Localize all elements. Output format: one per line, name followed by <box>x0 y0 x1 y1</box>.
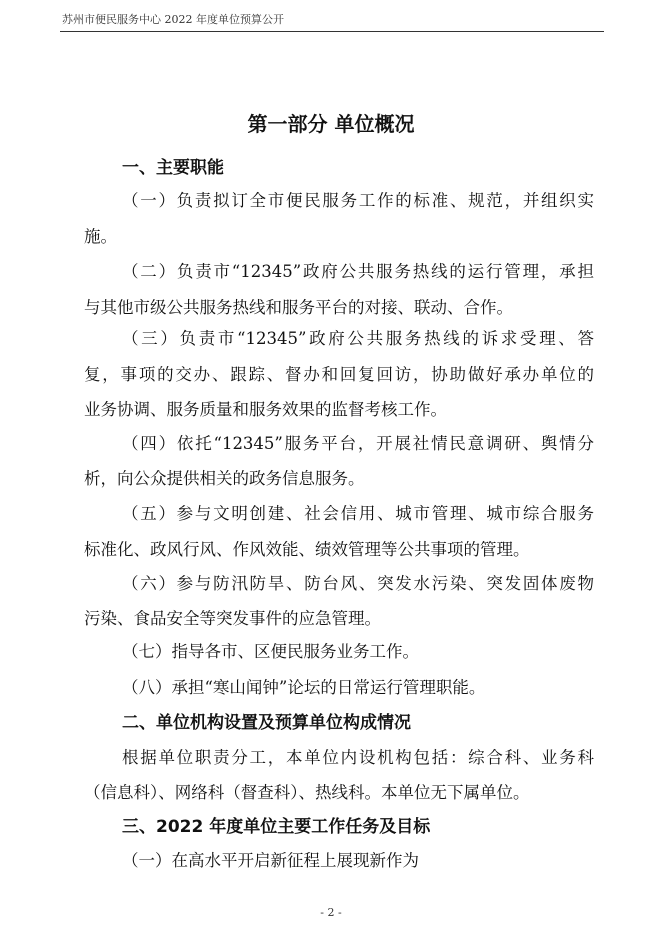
paragraph-line: （信息科）、网络科（督查科）、热线科。本单位无下属单位。 <box>84 783 530 802</box>
page-header: 苏州市便民服务中心 2022 年度单位预算公开 <box>62 13 284 26</box>
paragraph-line: 施。 <box>84 227 117 246</box>
page-title: 第一部分 单位概况 <box>247 112 415 136</box>
header-divider <box>60 31 604 32</box>
paragraph-line: （一）在高水平开启新征程上展现新作为 <box>122 851 419 870</box>
paragraph-line: 复，事项的交办、跟踪、督办和回复回访，协助做好承办单位的 <box>84 365 594 384</box>
paragraph-line: （一）负责拟订全市便民服务工作的标准、规范，并组织实 <box>122 191 594 210</box>
paragraph-line: 业务协调、服务质量和服务效果的监督考核工作。 <box>84 400 447 419</box>
section-heading-tasks: 三、2022 年度单位主要工作任务及目标 <box>122 817 431 837</box>
paragraph-line: （六）参与防汛防旱、防台风、突发水污染、突发固体废物 <box>122 574 594 593</box>
paragraph-line: 污染、食品安全等突发事件的应急管理。 <box>84 609 381 628</box>
paragraph-line: 根据单位职责分工，本单位内设机构包括：综合科、业务科 <box>122 748 594 767</box>
paragraph-line: 析，向公众提供相关的政务信息服务。 <box>84 469 365 488</box>
paragraph-line: 标准化、政风行风、作风效能、绩效管理等公共事项的管理。 <box>84 540 530 559</box>
paragraph-line: （八）承担“寒山闻钟”论坛的日常运行管理职能。 <box>122 678 486 697</box>
page-number: - 2 - <box>320 906 342 919</box>
paragraph-line: （七）指导各市、区便民服务业务工作。 <box>122 642 419 661</box>
section-heading-duties: 一、主要职能 <box>122 158 224 178</box>
paragraph-line: （五）参与文明创建、社会信用、城市管理、城市综合服务 <box>122 504 594 523</box>
section-heading-structure: 二、单位机构设置及预算单位构成情况 <box>122 713 411 733</box>
paragraph-line: 与其他市级公共服务热线和服务平台的对接、联动、合作。 <box>84 298 513 317</box>
paragraph-line: （二）负责市“12345”政府公共服务热线的运行管理，承担 <box>122 262 594 281</box>
paragraph-line: （四）依托“12345”服务平台，开展社情民意调研、舆情分 <box>122 434 594 453</box>
paragraph-line: （三）负责市“12345”政府公共服务热线的诉求受理、答 <box>122 329 594 348</box>
